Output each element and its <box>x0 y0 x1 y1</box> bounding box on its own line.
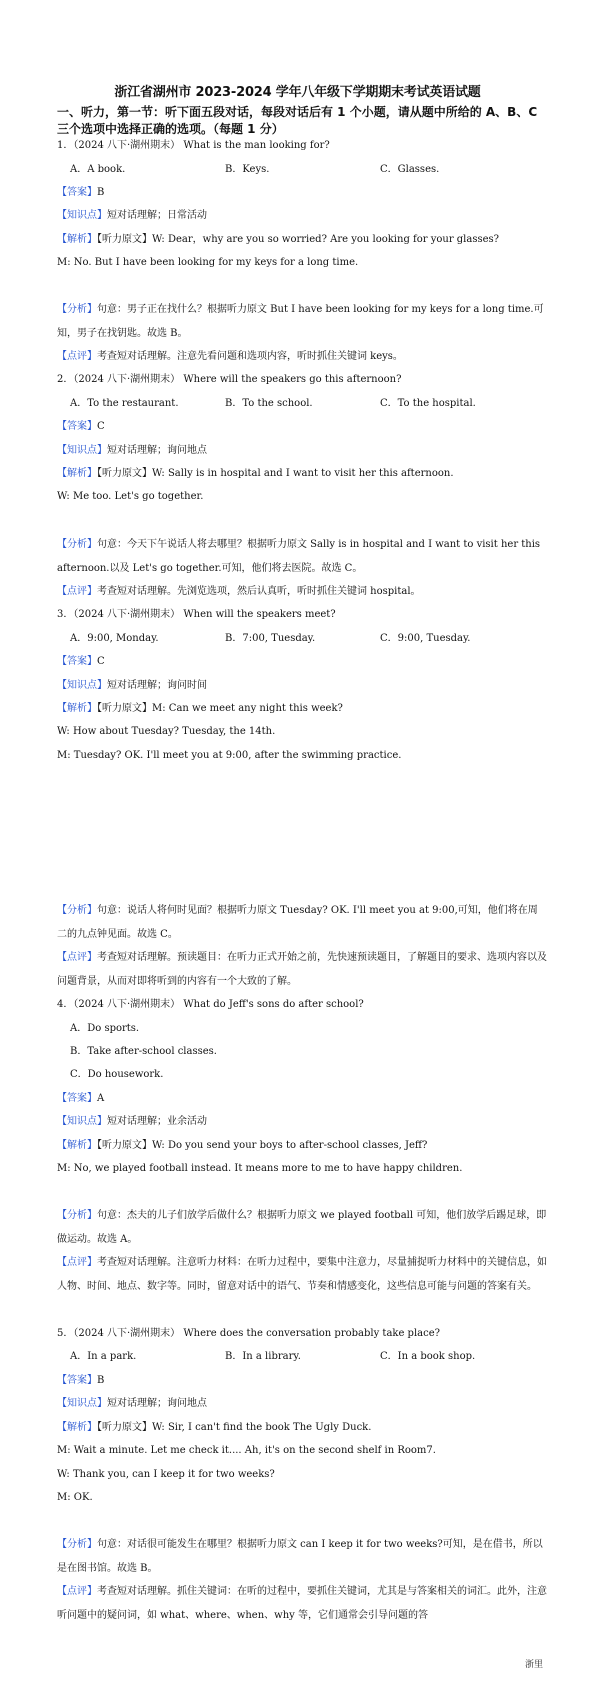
question-4-answer: 【答案】A <box>57 1093 105 1104</box>
question-2-transcript-line: W: Me too. Let's go together. <box>57 491 204 502</box>
question-4-comment: 【点评】考查短对话理解。注意听力材料：在听力过程中，要集中注意力，尽量捕捉听力材料中的关键信息，如人物、时间、地点、数字等。同时，留意对话中的语气、节奏和情感变化，这些信息可能与问题的答案有关。 <box>57 1257 547 1292</box>
question-2-option-b: B．To the school. <box>225 398 313 409</box>
question-4-option-b: B．Take after-school classes. <box>70 1046 217 1057</box>
question-4-explanation: 【解析】【听力原文】W: Do you send your boys to after-school classes, Jeff? <box>57 1140 428 1151</box>
question-5-comment: 【点评】考查短对话理解。抓住关键词：在听的过程中，要抓住关键词，尤其是与答案相关的词汇。此外，注意听问题中的疑问词，如 what、where、when、why 等，它们通常会引导问题的答 <box>57 1586 547 1621</box>
question-2-option-a: A．To the restaurant. <box>70 398 179 409</box>
question-4-transcript-line: M: No, we played football instead. It means more to me to have happy children. <box>57 1163 463 1174</box>
question-5-answer: 【答案】B <box>57 1375 105 1386</box>
question-4-analysis: 【分析】句意：杰夫的儿子们放学后做什么？根据听力原文 we played football 可知，他们放学后踢足球，即做运动。故选 A。 <box>57 1210 547 1245</box>
question-3-stem: 3．（2024 八下·湖州期末） When will the speakers meet? <box>57 609 336 620</box>
question-3-comment: 【点评】考查短对话理解。预读题目：在听力正式开始之前，先快速预读题目，了解题目的要求、选项内容以及问题背景，从而对即将听到的内容有一个大致的了解。 <box>57 952 547 987</box>
question-2-stem: 2．（2024 八下·湖州期末） Where will the speakers go this afternoon? <box>57 374 402 385</box>
question-1-knowledge: 【知识点】短对话理解；日常活动 <box>57 210 207 221</box>
question-5-option-c: C．In a book shop. <box>380 1351 476 1362</box>
question-5-transcript-line: M: OK. <box>57 1492 93 1503</box>
question-4-option-a: A．Do sports. <box>70 1023 140 1034</box>
question-5-knowledge: 【知识点】短对话理解；询问地点 <box>57 1398 207 1409</box>
question-1-answer: 【答案】B <box>57 187 105 198</box>
question-2-answer: 【答案】C <box>57 421 105 432</box>
question-1-comment: 【点评】考查短对话理解。注意先看问题和选项内容，听时抓住关键词 keys。 <box>57 351 403 362</box>
question-1-transcript-line: M: No. But I have been looking for my keys for a long time. <box>57 257 359 268</box>
question-4-option-c: C．Do housework. <box>70 1069 164 1080</box>
question-1-option-c: C．Glasses. <box>380 164 440 175</box>
question-2-analysis: 【分析】句意：今天下午说话人将去哪里？根据听力原文 Sally is in hospital and I want to visit her this afternoon.以及 Let's go together.可知，他们将去医院。故选 C。 <box>57 539 541 574</box>
question-3-option-c: C．9:00, Tuesday. <box>380 633 471 644</box>
question-2-knowledge: 【知识点】短对话理解；询问地点 <box>57 445 207 456</box>
question-1-option-b: B．Keys. <box>225 164 270 175</box>
question-3-option-a: A．9:00, Monday. <box>70 633 159 644</box>
question-1-option-a: A．A book. <box>70 164 126 175</box>
question-1-stem: 1．（2024 八下·湖州期末） What is the man looking for? <box>57 140 330 151</box>
question-5-option-a: A．In a park. <box>70 1351 137 1362</box>
question-1-explanation: 【解析】【听力原文】W: Dear，why are you so worried? Are you looking for your glasses? <box>57 234 500 245</box>
question-5-stem: 5．（2024 八下·湖州期末） Where does the conversation probably take place? <box>57 1328 440 1339</box>
question-3-option-b: B．7:00, Tuesday. <box>225 633 316 644</box>
question-4-stem: 4．（2024 八下·湖州期末） What do Jeff's sons do after school? <box>57 999 364 1010</box>
question-5-analysis: 【分析】句意：对话很可能发生在哪里？根据听力原文 can I keep it for two weeks?可知，是在借书，所以是在图书馆。故选 B。 <box>57 1539 543 1574</box>
page-footer: 浙里 <box>524 1660 543 1670</box>
question-5-transcript-line: W: Thank you, can I keep it for two weeks? <box>57 1469 275 1480</box>
question-3-knowledge: 【知识点】短对话理解；询问时间 <box>57 680 207 691</box>
question-4-knowledge: 【知识点】短对话理解；业余活动 <box>57 1116 207 1127</box>
section-heading: 一、听力，第一节：听下面五段对话，每段对话后有 1 个小题，请从题中所给的 A、B、C 三个选项中选择正确的选项。（每题 1 分） <box>57 105 538 136</box>
page-title: 浙江省湖州市 2023-2024 学年八年级下学期期末考试英语试题 <box>114 85 481 100</box>
question-2-comment: 【点评】考查短对话理解。先浏览选项，然后认真听，听时抓住关键词 hospital。 <box>57 586 421 597</box>
question-2-option-c: C．To the hospital. <box>380 398 476 409</box>
question-3-analysis: 【分析】句意：说话人将何时见面？根据听力原文 Tuesday? OK. I'll meet you at 9:00,可知，他们将在周二的九点钟见面。故选 C。 <box>57 905 538 940</box>
question-5-transcript-line: M: Wait a minute. Let me check it.... Ah, it's on the second shelf in Room7. <box>57 1445 436 1456</box>
question-5-explanation: 【解析】【听力原文】W: Sir, I can't find the book The Ugly Duck. <box>57 1422 372 1433</box>
question-5-option-b: B．In a library. <box>225 1351 301 1362</box>
question-2-explanation: 【解析】【听力原文】W: Sally is in hospital and I want to visit her this afternoon. <box>57 468 454 479</box>
question-3-answer: 【答案】C <box>57 656 105 667</box>
question-3-transcript-line: M: Tuesday? OK. I'll meet you at 9:00, after the swimming practice. <box>57 750 402 761</box>
question-3-transcript-line: W: How about Tuesday? Tuesday, the 14th. <box>57 726 276 737</box>
question-1-analysis: 【分析】句意：男子正在找什么？根据听力原文 But I have been looking for my keys for a long time.可知，男子在找钥匙。故选 B。 <box>57 304 544 339</box>
question-3-explanation: 【解析】【听力原文】M: Can we meet any night this week? <box>57 703 343 714</box>
